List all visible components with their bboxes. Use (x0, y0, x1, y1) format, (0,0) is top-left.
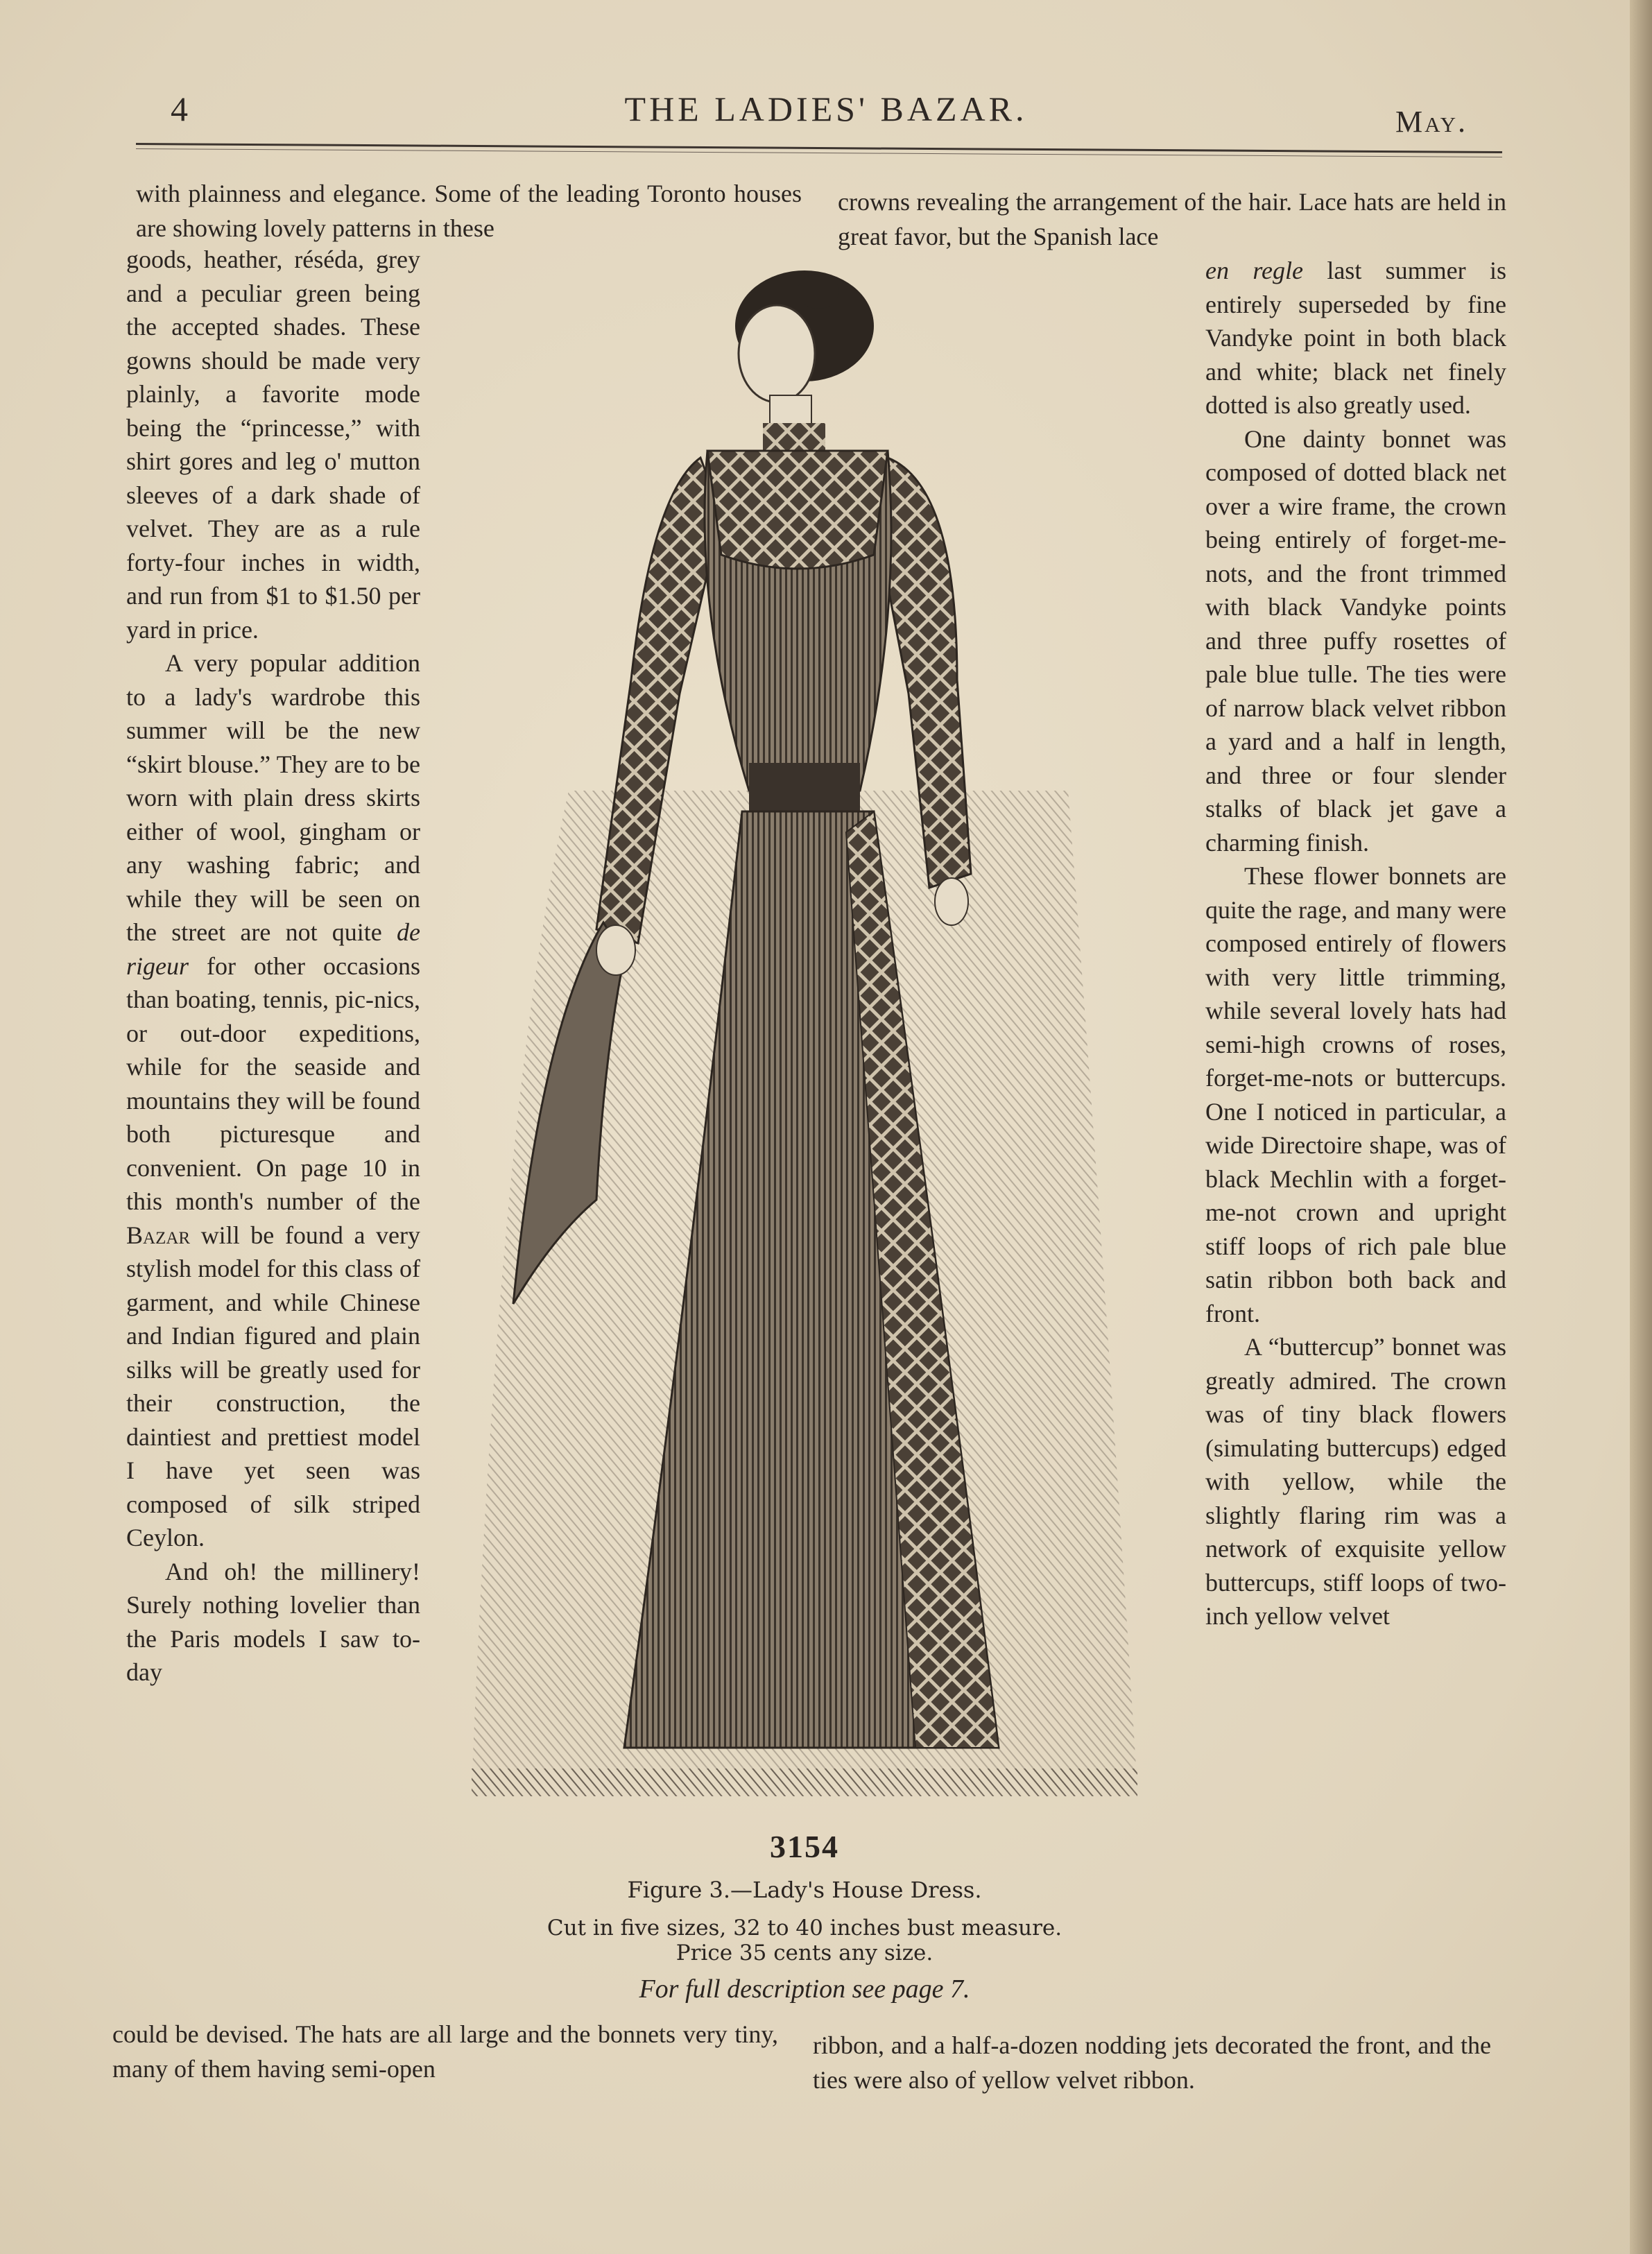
hair-bun (798, 274, 839, 309)
text-bottom-left (112, 2017, 778, 2086)
paragraph: en regle last summer is entirely superseded by fine Vandyke point in both black and white; black net finely dotted is also greatly used. (1205, 257, 1507, 419)
italic-term: de rigeur (126, 918, 421, 980)
waistband (749, 763, 860, 818)
pattern-number: 3154 (770, 1829, 839, 1864)
right-hand (935, 878, 968, 925)
paragraph: These flower bonnets are quite the rage, and many were composed entirely of flowers with very little trimming, while several lovely hats had semi-high crowns of roses, forget-me-nots or buttercups. One I noticed in particular, a wide Directoire shape, was of black Mechlin with a forget-me-not crown and upright stiff loops of rich pale blue satin ribbon both back and front. (1205, 862, 1506, 1327)
text-bottom-right (813, 2028, 1491, 2097)
magazine-title: THE LADIES' BAZAR. (624, 89, 1028, 128)
engraving-figure (458, 264, 1151, 1845)
face (739, 305, 815, 402)
collar (763, 423, 825, 451)
italic-term: en regle (1205, 257, 1303, 284)
binding-edge (1630, 0, 1652, 2254)
paragraph: ribbon, and a half-a-dozen nodding jets decorated the front, and the ties were also of yellow velvet ribbon. (813, 2031, 1491, 2094)
issue-month: May. (1395, 105, 1468, 139)
magazine-name: Bazar (126, 1221, 191, 1249)
price-line: Price 35 cents any size. (676, 1941, 933, 1965)
floor-shadow (472, 1769, 1137, 1796)
figure-reference: For full description see page 7. (639, 1975, 970, 2004)
figure-title: Figure 3.—Lady's House Dress. (627, 1877, 982, 1903)
yoke (707, 451, 888, 569)
paragraph: crowns revealing the arrangement of the hair. Lace hats are held in great favor, but the Spanish lace (838, 188, 1506, 250)
dress-illustration (458, 264, 1151, 1845)
text-column-left (126, 243, 420, 1689)
text-top-right (838, 184, 1506, 254)
page-number: 4 (171, 89, 190, 128)
sizes-line: Cut in five sizes, 32 to 40 inches bust measure. (547, 1916, 1062, 1941)
left-hand (596, 925, 635, 975)
paragraph: One dainty bonnet was composed of dotted black net over a wire frame, the crown being entirely of forget-me-nots, and the front trimmed with black Vandyke points and three puffy rosettes of pale blue tulle. The ties were of narrow black velvet ribbon a yard and a half in length, and three or four slender stalks of black jet gave a charming finish. (1205, 424, 1506, 857)
text-column-right (1205, 254, 1506, 1633)
paragraph: could be devised. The hats are all large and the bonnets very tiny, many of them having semi-open (112, 2020, 778, 2083)
paragraph: A very popular addition to a lady's wardrobe this summer will be the new “skirt blouse.” They are to be worn with plain dress skirts either of wool, gingham or any washing fabric; and while they will be seen on the street are not quite de rigeur for other occasions than boating, tennis, pic-nics, or out-door expeditions, while for the seaside and mountains they will be found both picturesque and convenient. On page 10 in this month's number of the Bazar will be found a very stylish model for this class of garment, and while Chinese and Indian figured and plain silks will be greatly used for their construction, the daintiest and prettiest model I have yet seen was composed of silk striped Ceylon. (126, 649, 421, 1551)
paragraph: A “buttercup” bonnet was greatly admired. The crown was of tiny black flowers (simulating buttercups) edged with yellow, while the slightly flaring rim was a network of exquisite yellow buttercups, stiff loops of two-inch yellow velvet (1205, 1333, 1506, 1630)
text-top-left (136, 176, 802, 246)
paragraph: goods, heather, réséda, grey and a peculiar green being the accepted shades. These gowns should be made very plainly, a favorite mode being the “princesse,” with shirt gores and leg o' mutton sleeves of a dark shade of velvet. They are as a rule forty-four inches in width, and run from $1 to $1.50 per yard in price. (126, 246, 420, 644)
figure-sizes (458, 1916, 1151, 1965)
paragraph: And oh! the millinery! Surely nothing lovelier than the Paris models I saw to-day (126, 1557, 420, 1686)
paragraph: with plainness and elegance. Some of the leading Toronto houses are showing lovely patterns in these (136, 180, 802, 242)
